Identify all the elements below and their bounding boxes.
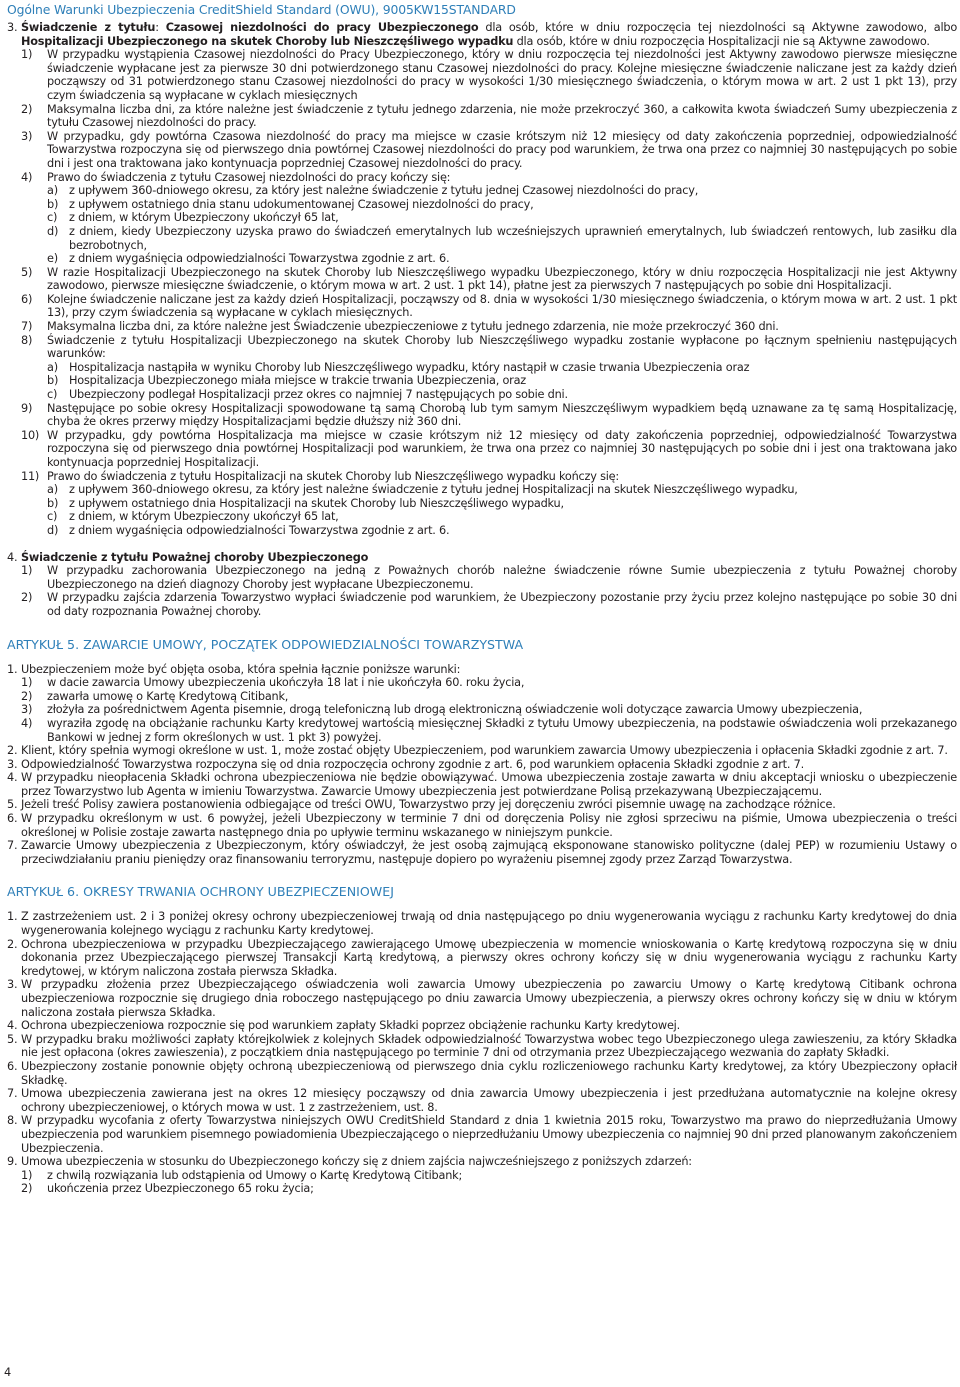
item-number: 7. <box>7 1087 18 1101</box>
sub-list-item <box>21 717 957 744</box>
sub-list-item <box>47 510 957 524</box>
item-text: Ochrona ubezpieczeniowa w przypadku Ubezpieczającego zawierającego Umowę ubezpieczenia w momencie wnioskowania o Kartę kredytową rozpoczyna się w dniu dokonania przez Ubezpieczającego pierwszej Transakcji Kartą kredytową, a pierwszy okres ochrony kończy się w dniu wygenerowania wyciągu z rachunku Karty kredytowej, w którym naliczona została pierwsza Składka. <box>21 937 957 978</box>
list-item <box>7 978 957 1019</box>
sub-list-item <box>21 703 957 717</box>
article-5-heading: ARTYKUŁ 5. ZAWARCIE UMOWY, POCZĄTEK ODPOWIEDZIALNOŚCI TOWARZYSTWA <box>7 636 524 652</box>
sub-list-item <box>21 1169 957 1183</box>
item-number: 3) <box>21 703 33 717</box>
item-number: 1) <box>21 1168 33 1182</box>
item-number: 4) <box>21 170 33 184</box>
list-item <box>21 266 957 293</box>
item-number: a) <box>47 483 58 497</box>
list-item <box>7 839 957 866</box>
sub-list-item <box>47 374 957 388</box>
list-item <box>21 130 957 171</box>
item-number: 9. <box>7 1155 18 1169</box>
item-number: 2) <box>21 591 33 605</box>
item-text: Następujące po sobie okresy Hospitalizacji spowodowane tą samą Chorobą lub tym samym Nieszczęśliwym wypadkiem będą uznawane za tę samą Hospitalizację, chyba że okres przerwy między Hospitalizacjami będzie dłuższy niż 360 dni. <box>47 401 957 429</box>
item-text: zawarła umowę o Kartę Kredytową Citibank, <box>47 689 289 703</box>
section-4 <box>7 551 957 565</box>
section-number: 3. <box>7 21 18 34</box>
item-text: W razie Hospitalizacji Ubezpieczonego na skutek Choroby lub Nieszczęśliwego wypadku Ubezpieczonego, który w dniu rozpoczęcia Hospitalizacji nie jest Aktywny zawodowo, pierwsze miesięczne świadczenie, o którym mowa w art. 2 ust. 1 pkt 14), płatne jest za pierwszych 7 następujących po sobie dni Hospitalizacji. <box>47 265 957 293</box>
item-text: W przypadku zachorowania Ubezpieczonego na jedną z Poważnych chorób należne świadczenie równe Sumie ubezpieczenia z tytułu Poważnej choroby Ubezpieczonego na dzień diagnozy Choroby jest wypłacane Ubezpieczonemu. <box>47 564 957 591</box>
item-number: 2) <box>21 689 33 703</box>
sub-list-item <box>47 198 957 212</box>
page-number: 4 <box>4 1366 11 1379</box>
item-number: a) <box>47 184 58 198</box>
item-text: z upływem 360-dniowego okresu, za który jest należne świadczenie z tytułu jednej Czasowej niezdolności do pracy, <box>69 184 699 198</box>
item-text: z dniem, kiedy Ubezpieczony uzyska prawo do świadczeń emerytalnych lub wcześniejszych uprawnień emerytalnych, lub świadczeń rentowych, lub zasiłku dla bezrobotnych, <box>69 224 957 252</box>
list-item <box>7 1019 957 1033</box>
section-4-title-text: Świadczenie z tytułu Poważnej choroby Ubezpieczonego <box>21 550 369 564</box>
item-text: złożyła za pośrednictwem Agenta pisemnie, drogą telefoniczną lub drogą elektroniczną oświadczenie woli dotyczące zawarcia Umowy ubezpieczenia, <box>47 703 863 717</box>
item-text: W przypadku nieopłacenia Składki ochrona ubezpieczeniowa nie będzie obowiązywać. Umowa ubezpieczenia zostaje zawarta w dniu akceptacji wniosku o ubezpieczenie przez Towarzystwo lub Agenta w imieniu Towarzystwa. Zawarcie Umowy ubezpieczenia jest potwierdzane Polisą przekazywaną Ubezpieczającemu. <box>21 771 957 798</box>
item-text: z dniem wygaśnięcia odpowiedzialności Towarzystwa zgodnie z art. 6. <box>69 252 450 266</box>
section-3-bold-3: Hospitalizacji Ubezpieczonego na skutek Choroby lub Nieszczęśliwego wypadku <box>21 34 514 48</box>
document-page <box>7 2 957 1196</box>
item-number: 5. <box>7 1032 18 1046</box>
section-3-mid: dla osób, które w dniu rozpoczęcia tej niezdolności są Aktywne zawodowo, albo <box>478 21 958 34</box>
sub-list-item <box>47 225 957 252</box>
item-number: 1. <box>7 910 18 924</box>
item-number: d) <box>47 523 59 537</box>
item-text: Umowa ubezpieczenia zawierana jest na okres 12 miesięcy począwszy od dnia zawarcia Umowy ubezpieczenia i jest przedłużana automatycznie na kolejne okresy ochrony ubezpieczeniowej, o których mowa w ust. 1 z zastrzeżeniem, ust. 8. <box>21 1087 957 1114</box>
item-text: W przypadku, gdy powtórna Czasowa niezdolność do pracy ma miejsce w czasie krótszym niż 12 miesięcy od daty zakończenia poprzedniej, odpowiedzialność Towarzystwa rozpoczyna się od pierwszego dnia powtórnej Czasowej niezdolności do pracy pod warunkiem, że trwa ona przez co najmniej 30 następujących po sobie dni i jest ona traktowana jako kontynuacja poprzedniej Czasowej niezdolności do pracy. <box>47 129 957 170</box>
item-number: 2) <box>21 1182 33 1196</box>
item-number: 11) <box>21 469 40 483</box>
list-item <box>7 812 957 839</box>
section-number: 4. <box>7 550 18 564</box>
list-item <box>21 429 957 470</box>
sub-list-item <box>47 497 957 511</box>
item-number: 2. <box>7 744 18 758</box>
sub-list-item <box>47 483 957 497</box>
section-3-bold-1: Świadczenie z tytułu <box>21 21 156 34</box>
item-text: Maksymalna liczba dni, za które należne jest świadczenie z tytułu jednego zdarzenia, nie może przekroczyć 360, a całkowita kwota świadczeń Sumy ubezpieczenia z tytułu Czasowej niezdolności do pracy. <box>47 102 957 130</box>
item-text: Świadczenie z tytułu Hospitalizacji Ubezpieczonego na skutek Choroby lub Nieszczęśliwego wypadku zostanie wypłacone po łącznym spełnieniu następujących warunków: <box>47 333 957 361</box>
list-item <box>21 293 957 320</box>
item-number: 2) <box>21 102 33 116</box>
item-number: 7. <box>7 839 18 853</box>
item-text: Jeżeli treść Polisy zawiera postanowienia odbiegające od treści OWU, Towarzystwo przy jej doręczeniu zwróci pisemnie uwagę na zachodzące różnice. <box>21 798 836 812</box>
item-text: Ubezpieczony podlegał Hospitalizacji przez okres co najmniej 7 następujących po sobie dni. <box>69 388 568 402</box>
item-number: 1) <box>21 48 33 62</box>
item-number: 6) <box>21 292 33 306</box>
list-item <box>7 1060 957 1087</box>
section-3-intro <box>21 21 957 48</box>
section-3-colon: : <box>155 21 159 34</box>
item-text: ukończenia przez Ubezpieczonego 65 roku życia; <box>47 1182 314 1196</box>
item-text: W przypadku wystąpienia Czasowej niezdolności do Pracy Ubezpieczonego, który w dniu rozpoczęcia tej niezdolności jest Aktywny zawodowo pierwsze miesięczne świadczenie wypłacane jest za pierwsze 30 dni potwierdzonego stanu Czasowej niezdolności do pracy. Kolejne miesięczne świadczenie naliczane jest za każdy dzień począwszy od 31 potwierdzonego stanu Czasowej niezdolności do pracy w wysokości 1/30 miesięcznego świadczenia, o którym mowa w art. 2 ust 1 pkt 13), przy czym świadczenia są wypłacane w cyklach miesięcznych <box>47 48 957 102</box>
section-3 <box>7 21 957 48</box>
item-number: 8. <box>7 1114 18 1128</box>
item-text: z upływem ostatniego dnia stanu udokumentowanej Czasowej niezdolności do pracy, <box>69 197 534 211</box>
item-number: b) <box>47 496 59 510</box>
item-number: 7) <box>21 320 33 334</box>
sub-list-item <box>47 361 957 375</box>
item-text: Ubezpieczeniem może być objęta osoba, która spełnia łącznie poniższe warunki: <box>21 662 461 676</box>
sub-list-item <box>47 211 957 225</box>
list-item <box>21 171 957 185</box>
item-text: Hospitalizacja Ubezpieczonego miała miejsce w trakcie trwania Ubezpieczenia, oraz <box>69 374 526 388</box>
item-number: b) <box>47 374 59 388</box>
item-text: Odpowiedzialność Towarzystwa rozpoczyna się od dnia rozpoczęcia ochrony zgodnie z art. 6, pod warunkiem opłacenia Składki zgodnie z art. 7. <box>21 757 804 771</box>
item-text: wyraziła zgodę na obciążanie rachunku Karty kredytowej wartością miesięcznej Składki z tytułu Umowy ubezpieczenia, na podstawie oświadczenia woli przekazanego Bankowi w jednej z form określonych w ust. 1 pkt 3) powyżej. <box>47 716 957 744</box>
list-item <box>7 771 957 798</box>
section-4-title <box>21 551 957 565</box>
item-text: z upływem 360-dniowego okresu, za który jest należne świadczenie z tytułu jednej Hospitalizacji na skutek Nieszczęśliwego wypadku, <box>69 483 798 497</box>
article-5-list <box>7 663 957 867</box>
item-number: 2. <box>7 937 18 951</box>
list-item <box>7 1155 957 1169</box>
item-number: 5) <box>21 265 33 279</box>
list-item <box>7 744 957 758</box>
item-text: W przypadku zajścia zdarzenia Towarzystwo wypłaci świadczenie pod warunkiem, że Ubezpieczony pozostanie przy życiu przez kolejno następujące po sobie 30 dni od daty rozpoznania Poważnej choroby. <box>47 591 957 618</box>
item-number: c) <box>47 388 58 402</box>
item-text: Maksymalna liczba dni, za które należne jest Świadczenie ubezpieczeniowe z tytułu jednego zdarzenia, nie może przekroczyć 360 dni. <box>47 320 779 334</box>
section-3-end: dla osób, które w dniu rozpoczęcia Hospitalizacji nie są Aktywne zawodowo. <box>513 34 930 48</box>
list-item <box>21 48 957 102</box>
item-number: 3. <box>7 757 18 771</box>
item-number: c) <box>47 211 58 225</box>
item-number: e) <box>47 252 58 266</box>
item-text: W przypadku, gdy powtórna Hospitalizacja ma miejsce w czasie krótszym niż 12 miesięcy od daty zakończenia poprzedniej, odpowiedzialność Towarzystwa rozpoczyna się od pierwszego dnia powtórnej Hospitalizacji pod warunkiem, że trwa ona przez co najmniej 30 następujących po sobie dni i jest ona traktowana jako kontynuacja poprzedniej Hospitalizacji. <box>47 428 957 469</box>
list-item <box>21 470 957 484</box>
item-text: Kolejne świadczenie naliczane jest za każdy dzień Hospitalizacji, począwszy od 8. dnia w wysokości 1/30 miesięcznego świadczenia, o którym mowa w art. 2 ust. 1 pkt 13), przy czym świadczenia są wypłacane w cyklach miesięcznych. <box>47 292 957 320</box>
item-number: 10) <box>21 428 40 442</box>
item-number: 3) <box>21 129 33 143</box>
sub-list-item <box>21 1182 957 1196</box>
sub-list-item <box>47 252 957 266</box>
item-number: 1. <box>7 662 18 676</box>
item-number: 6. <box>7 1059 18 1073</box>
section-3-list <box>7 48 957 537</box>
item-text: Prawo do świadczenia z tytułu Czasowej niezdolności do pracy kończy się: <box>47 170 451 184</box>
item-text: Hospitalizacja nastąpiła w wyniku Choroby lub Nieszczęśliwego wypadku, który nastąpił w czasie trwania Ubezpieczenia oraz <box>69 360 750 374</box>
list-item <box>7 758 957 772</box>
item-number: 4. <box>7 1019 18 1033</box>
list-item <box>7 663 957 677</box>
item-text: w dacie zawarcia Umowy ubezpieczenia ukończyła 18 lat i nie ukończyła 60. roku życia, <box>47 676 525 690</box>
list-item <box>21 402 957 429</box>
item-number: 8) <box>21 333 33 347</box>
list-item <box>7 938 957 979</box>
item-number: 1) <box>21 676 33 690</box>
item-number: a) <box>47 360 58 374</box>
section-4-list <box>7 564 957 618</box>
item-text: Ochrona ubezpieczeniowa rozpocznie się pod warunkiem zapłaty Składki poprzez obciążenie rachunku Karty kredytowej. <box>21 1019 680 1033</box>
item-text: z dniem, w którym Ubezpieczony ukończył 65 lat, <box>69 510 339 524</box>
item-number: 5. <box>7 798 18 812</box>
item-text: W przypadku braku możliwości zapłaty którejkolwiek z kolejnych Składek odpowiedzialność Towarzystwa wobec tego Ubezpieczonego ulega zawieszeniu, za który Składka nie jest opłacona (okres zawieszenia), z początkiem dnia następującego po terminie 7 dni od otrzymania przez Ubezpieczającego wezwania do zapłaty Składki. <box>21 1032 957 1060</box>
item-text: z dniem, w którym Ubezpieczony ukończył 65 lat, <box>69 211 339 225</box>
item-text: W przypadku wycofania z oferty Towarzystwa niniejszych OWU CreditShield Standard z dnia 1 kwietnia 2015 roku, Towarzystwo ma prawo do nieprzedłużania Umowy ubezpieczenia pod warunkiem pisemnego powiadomienia Ubezpieczającego o nieprzedłużaniu Umowy ubezpieczenia co najmniej 90 dni przed planowanym zakończeniem Ubezpieczenia. <box>21 1114 957 1155</box>
section-3-bold-2: Czasowej niezdolności do pracy Ubezpieczonego <box>165 21 479 34</box>
item-text: Prawo do świadczenia z tytułu Hospitalizacji na skutek Choroby lub Nieszczęśliwego wypadku kończy się: <box>47 469 619 483</box>
list-item <box>7 1087 957 1114</box>
sub-list-item <box>21 676 957 690</box>
item-text: z upływem ostatniego dnia Hospitalizacji na skutek Choroby lub Nieszczęśliwego wypadku, <box>69 496 564 510</box>
list-item <box>21 564 957 591</box>
list-item <box>21 320 957 334</box>
sub-list-item <box>47 524 957 538</box>
list-item <box>7 798 957 812</box>
list-item <box>21 103 957 130</box>
article-6-heading: ARTYKUŁ 6. OKRESY TRWANIA OCHRONY UBEZPIECZENIOWEJ <box>7 884 394 900</box>
list-item <box>21 591 957 618</box>
sub-list-item <box>47 388 957 402</box>
list-item <box>7 1033 957 1060</box>
item-number: b) <box>47 197 59 211</box>
item-text: W przypadku złożenia przez Ubezpieczającego oświadczenia woli zawarcia Umowy ubezpieczenia po zawarciu Umowy o Kartę kredytową Citibank ochrona ubezpieczeniowa rozpocznie się drugiego dnia roboczego następującego po dniu zawarcia Umowy ubezpieczenia, a pierwszy okres ochrony kończy się w dniu w którym naliczona została pierwsza Składka. <box>21 978 957 1019</box>
item-text: Umowa ubezpieczenia w stosunku do Ubezpieczonego kończy się z dniem zajścia najwcześniejszego z poniższych zdarzeń: <box>21 1155 692 1169</box>
item-text: Ubezpieczony zostanie ponownie objęty ochroną ubezpieczeniową od pierwszego dnia cyklu rozliczeniowego rachunku Karty kredytowej, za który Ubezpieczony opłacił Składkę. <box>21 1059 957 1087</box>
item-number: 9) <box>21 401 33 415</box>
item-number: 4. <box>7 771 18 785</box>
item-text: z chwilą rozwiązania lub odstąpienia od Umowy o Kartę Kredytową Citibank; <box>47 1168 463 1182</box>
item-number: 4) <box>21 716 33 730</box>
item-number: 3. <box>7 978 18 992</box>
sub-list-item <box>21 690 957 704</box>
item-text: Klient, który spełnia wymogi określone w ust. 1, może zostać objęty Ubezpieczeniem, pod warunkiem zawarcia Umowy ubezpieczenia i opłacenia Składki zgodnie z art. 7. <box>21 744 948 758</box>
item-text: Z zastrzeżeniem ust. 2 i 3 poniżej okresy ochrony ubezpieczeniowej trwają od dnia następującego po dniu wygenerowania wyciągu z rachunku Karty kredytowej do dnia wygenerowania kolejnego wyciągu z rachunku Karty kredytowej. <box>21 910 957 938</box>
document-header: Ogólne Warunki Ubezpieczenia CreditShield Standard (OWU), 9005KW15STANDARD <box>7 2 516 17</box>
item-text: Zawarcie Umowy ubezpieczenia z Ubezpieczonym, który oświadczył, że jest osobą zajmującą eksponowane stanowisko polityczne (dalej PEP) w rozumieniu Ustawy o przeciwdziałaniu praniu pieniędzy oraz finansowaniu terroryzmu, następuje dopiero po wyrażeniu pisemnej zgody przez Zarząd Towarzystwa. <box>21 839 957 866</box>
list-item <box>21 334 957 361</box>
item-number: c) <box>47 510 58 524</box>
item-number: d) <box>47 224 59 238</box>
sub-list-item <box>47 184 957 198</box>
article-6-list <box>7 910 957 1195</box>
list-item <box>7 1114 957 1155</box>
item-number: 1) <box>21 564 33 578</box>
list-item <box>7 910 957 937</box>
item-text: z dniem wygaśnięcia odpowiedzialności Towarzystwa zgodnie z art. 6. <box>69 523 450 537</box>
item-number: 6. <box>7 812 18 826</box>
item-text: W przypadku określonym w ust. 6 powyżej, jeżeli Ubezpieczony w terminie 7 dni od doręczenia Polisy nie zgłosi sprzeciwu na piśmie, Umowa ubezpieczenia o treści określonej w Polisie zostaje zawarta następnego dnia po upływie terminu wskazanego w niniejszym punkcie. <box>21 812 957 839</box>
